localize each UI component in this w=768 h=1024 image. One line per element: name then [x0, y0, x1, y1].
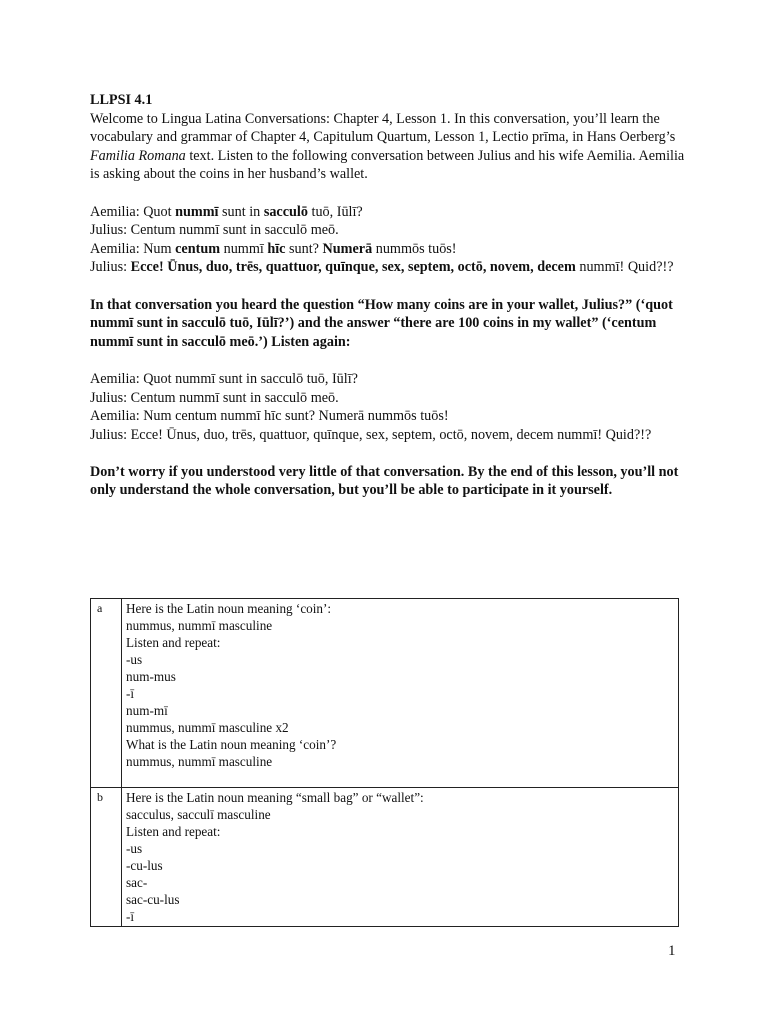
row-line: -us [126, 841, 143, 856]
spacer [90, 444, 690, 463]
dialogue-text: nummōs tuōs! [372, 240, 457, 257]
highlight-word: sacculō [263, 203, 308, 220]
spacer [90, 351, 690, 370]
dialogue-first [90, 203, 690, 277]
intro-text-2: text. Listen to the following conversation between Julius and his wife Aemilia. Aemilia is asking about the coins in her husband’s wallet. [90, 147, 685, 183]
document-body [90, 91, 690, 500]
row-line: -cu-lus [126, 858, 163, 873]
row-line: sac-cu-lus [126, 892, 180, 907]
dialogue-text: sunt in [218, 203, 264, 220]
row-line: nummus, nummī masculine [126, 618, 273, 633]
dialogue-line: Julius: Centum nummī sunt in sacculō meō. [90, 222, 339, 239]
dialogue-line [90, 240, 690, 259]
row-line: -ī [126, 686, 135, 701]
exercise-table [90, 598, 679, 927]
highlight-word: nummī [175, 203, 219, 220]
dialogue-text: sunt? [285, 240, 323, 257]
book-title: Familia Romana [90, 147, 186, 164]
row-line: nummus, nummī masculine x2 [126, 720, 289, 735]
table-row [91, 599, 679, 788]
dialogue-line: Aemilia: Num centum nummī hīc sunt? Numerā nummōs tuōs! [90, 408, 449, 425]
highlight-word: Ecce! Ūnus, duo, trēs, quattuor, quīnque, sex, septem, octō, novem, decem [130, 259, 576, 276]
row-line: Listen and repeat: [126, 824, 221, 839]
table-row [91, 788, 679, 927]
intro-text-1: Welcome to Lingua Latina Conversations: Chapter 4, Lesson 1. In this conversation, you’ll learn the vocabulary and grammar of Chapter 4, Capitulum Quartum, Lesson 1, Lectio prīma, in Hans Oerberg’s [90, 110, 676, 146]
highlight-word: centum [175, 240, 221, 257]
row-line: Listen and repeat: [126, 635, 221, 650]
dialogue-line [90, 203, 690, 222]
row-line: What is the Latin noun meaning ‘coin’? [126, 737, 337, 752]
row-line: -us [126, 652, 143, 667]
row-content [122, 599, 679, 788]
document-heading: LLPSI 4.1 [90, 92, 153, 108]
row-letter: a [91, 599, 122, 788]
intro-paragraph [90, 110, 690, 184]
dialogue-second [90, 370, 690, 444]
row-line: -ī [126, 909, 135, 924]
row-line: sac- [126, 875, 148, 890]
dialogue-text: tuō, Iūlī? [307, 203, 363, 220]
row-line: Here is the Latin noun meaning “small bag” or “wallet”: [126, 790, 424, 805]
spacer [90, 184, 690, 203]
dialogue-line: Julius: Ecce! Ūnus, duo, trēs, quattuor, quīnque, sex, septem, octō, novem, decem nummī! Quid?!? [90, 426, 652, 443]
row-content [122, 788, 679, 927]
dialogue-line: Julius: Centum nummī sunt in sacculō meō. [90, 389, 339, 406]
row-line: Here is the Latin noun meaning ‘coin’: [126, 601, 332, 616]
highlight-word: hīc [267, 240, 286, 257]
page-number: 1 [668, 943, 676, 959]
row-line: num-mus [126, 669, 176, 684]
row-line: nummus, nummī masculine [126, 754, 273, 769]
reassurance-paragraph: Don’t worry if you understood very little of that conversation. By the end of this lesson, you’ll not only understand the whole conversation, but you’ll be able to participate in it yourself. [90, 463, 679, 499]
spacer [90, 277, 690, 296]
dialogue-text: Aemilia: Quot [90, 203, 176, 220]
dialogue-line: Aemilia: Quot nummī sunt in sacculō tuō, Iūlī? [90, 370, 358, 387]
explanation-paragraph: In that conversation you heard the question “How many coins are in your wallet, Julius?” (‘quot nummī sunt in sacculō tuō, Iūlī?’) and the answer “there are 100 coins in my wallet” (‘centum nummī sunt in sacculō meō.’) Listen again: [90, 296, 673, 350]
row-line: num-mī [126, 703, 168, 718]
dialogue-text: Aemilia: Num [90, 240, 176, 257]
dialogue-line [90, 258, 690, 277]
dialogue-text: nummī! Quid?!? [575, 259, 674, 276]
dialogue-text: Julius: [90, 259, 131, 276]
row-letter: b [91, 788, 122, 927]
highlight-word: Numerā [322, 240, 373, 257]
row-line: sacculus, sacculī masculine [126, 807, 271, 822]
dialogue-text: nummī [220, 240, 268, 257]
